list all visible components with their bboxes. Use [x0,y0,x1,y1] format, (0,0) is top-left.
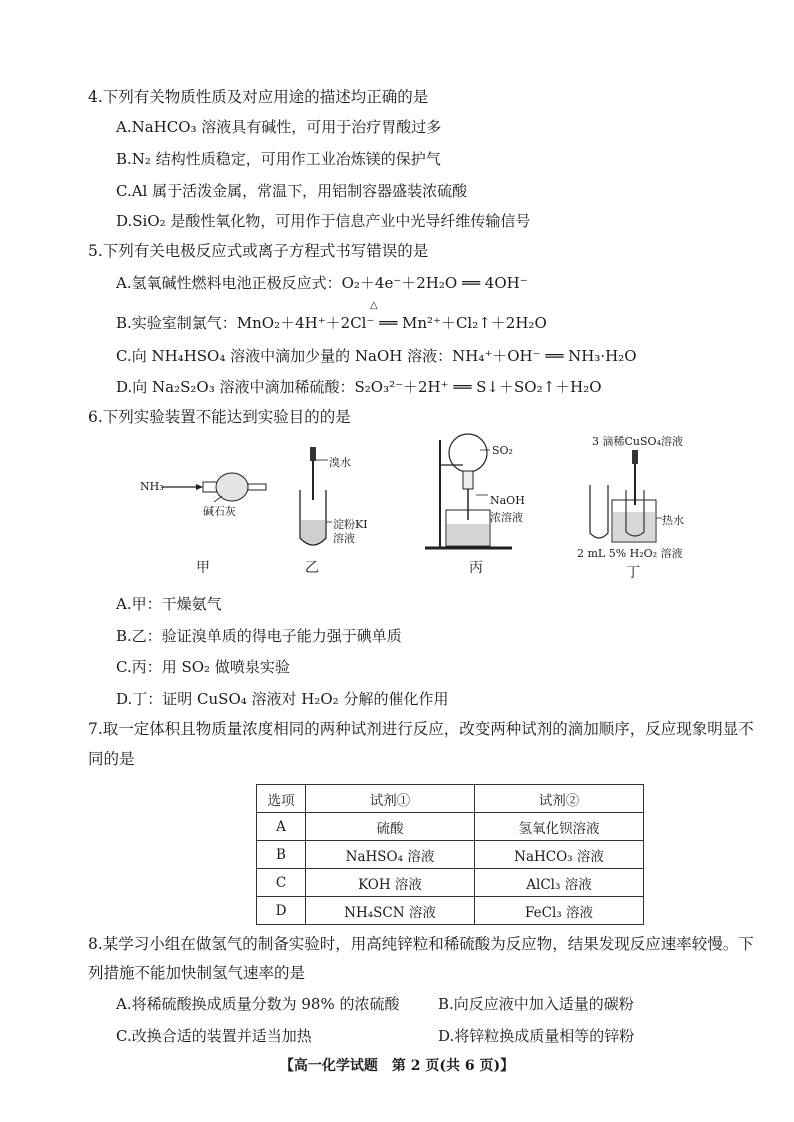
yi-tube-label-2: 溶液 [333,532,355,545]
table-cell: C [257,869,306,897]
q4-option-d: D.SiO₂ 是酸性氧化物，可用作于信息产业中光导纤维传输信号 [116,212,531,230]
q6-option-d: D.丁：证明 CuSO₄ 溶液对 H₂O₂ 分解的催化作用 [116,690,449,708]
q8-option-a: A.将稀硫酸换成质量分数为 98% 的浓硫酸 [116,995,400,1013]
reagent-table [256,784,644,925]
table-header-row [257,785,644,813]
q8-option-c: C.改换合适的装置并适当加热 [116,1027,312,1045]
ding-top-label: 3 滴稀CuSO₄溶液 [592,435,683,448]
q5-option-b: B.实验室制氯气：MnO₂＋4H⁺＋2Cl⁻ ══ Mn²⁺＋Cl₂↑＋2H₂O [116,314,547,332]
q7-stem-line2: 同的是 [88,750,135,768]
table-cell: B [257,841,306,869]
table-header-cell: 试剂① [306,785,475,813]
heat-symbol: △ [370,300,378,311]
q6-option-c: C.丙：用 SO₂ 做喷泉实验 [116,658,290,676]
q4-stem: 4.下列有关物质性质及对应用途的描述均正确的是 [88,88,429,106]
q8-stem-line1: 8.某学习小组在做氢气的制备实验时，用高纯锌粒和稀硫酸为反应物，结果发现反应速率较慢。下 [88,935,754,953]
q8-stem-line2: 列措施不能加快制氢气速率的是 [88,964,306,982]
q6-stem: 6.下列实验装置不能达到实验目的的是 [88,408,351,426]
ding-bottom-label: 2 mL 5% H₂O₂ 溶液 [577,547,683,560]
table-cell: NH₄SCN 溶液 [306,897,475,925]
table-cell: 硫酸 [306,813,475,841]
jia-caption: 甲 [196,560,210,576]
yi-top-label: 溴水 [329,456,351,469]
table-row [257,869,644,897]
q5-option-d: D.向 Na₂S₂O₃ 溶液中滴加稀硫酸：S₂O₃²⁻＋2H⁺ ══ S↓＋SO₂↑＋H₂O [116,378,602,396]
table-cell: NaHSO₄ 溶液 [306,841,475,869]
table-row [257,813,644,841]
q4-option-b: B.N₂ 结构性质稳定，可用作工业冶炼镁的保护气 [116,150,441,168]
jia-gas-label: NH₃ [140,480,164,493]
table-header-cell: 试剂② [475,785,644,813]
q6-option-a: A.甲：干燥氨气 [116,595,222,613]
table-cell: NaHCO₃ 溶液 [475,841,644,869]
q7-stem-line1: 7.取一定体积且物质量浓度相同的两种试剂进行反应，改变两种试剂的滴加顺序，反应现象明显不 [88,720,754,738]
bing-gas-label: SO₂ [492,444,513,457]
table-cell: D [257,897,306,925]
table-header-cell: 选项 [257,785,306,813]
table-cell: 氢氧化钡溶液 [475,813,644,841]
table-cell: FeCl₃ 溶液 [475,897,644,925]
page-footer: 【高一化学试题 第 2 页(共 6 页)】 [279,1058,515,1074]
ding-caption: 丁 [626,565,640,581]
ding-bath-label: 热水 [662,514,684,527]
table-row [257,841,644,869]
q6-option-b: B.乙：验证溴单质的得电子能力强于碘单质 [116,627,402,645]
table-row [257,897,644,925]
q4-option-a: A.NaHCO₃ 溶液具有碱性，可用于治疗胃酸过多 [116,118,442,136]
yi-caption: 乙 [305,560,319,576]
q5-stem: 5.下列有关电极反应式或离子方程式书写错误的是 [88,242,429,260]
q4-option-c: C.Al 属于活泼金属，常温下，用铝制容器盛装浓硫酸 [116,182,468,200]
jia-reagent-label: 碱石灰 [203,505,236,518]
bing-liquid-label: NaOH [490,494,525,507]
yi-tube-label: 淀粉KI [333,518,368,531]
q5-option-a: A.氢氧碱性燃料电池正极反应式：O₂＋4e⁻＋2H₂O ══ 4OH⁻ [116,274,528,292]
table-cell: A [257,813,306,841]
q5-option-c: C.向 NH₄HSO₄ 溶液中滴加少量的 NaOH 溶液：NH₄⁺＋OH⁻ ══ NH₃·H₂O [116,347,637,365]
table-cell: KOH 溶液 [306,869,475,897]
bing-liquid-label-2: 浓溶液 [490,511,523,524]
q8-option-b: B.向反应液中加入适量的碳粉 [438,995,634,1013]
q8-option-d: D.将锌粒换成质量相等的锌粉 [438,1027,635,1045]
table-cell: AlCl₃ 溶液 [475,869,644,897]
bing-caption: 丙 [469,560,483,576]
